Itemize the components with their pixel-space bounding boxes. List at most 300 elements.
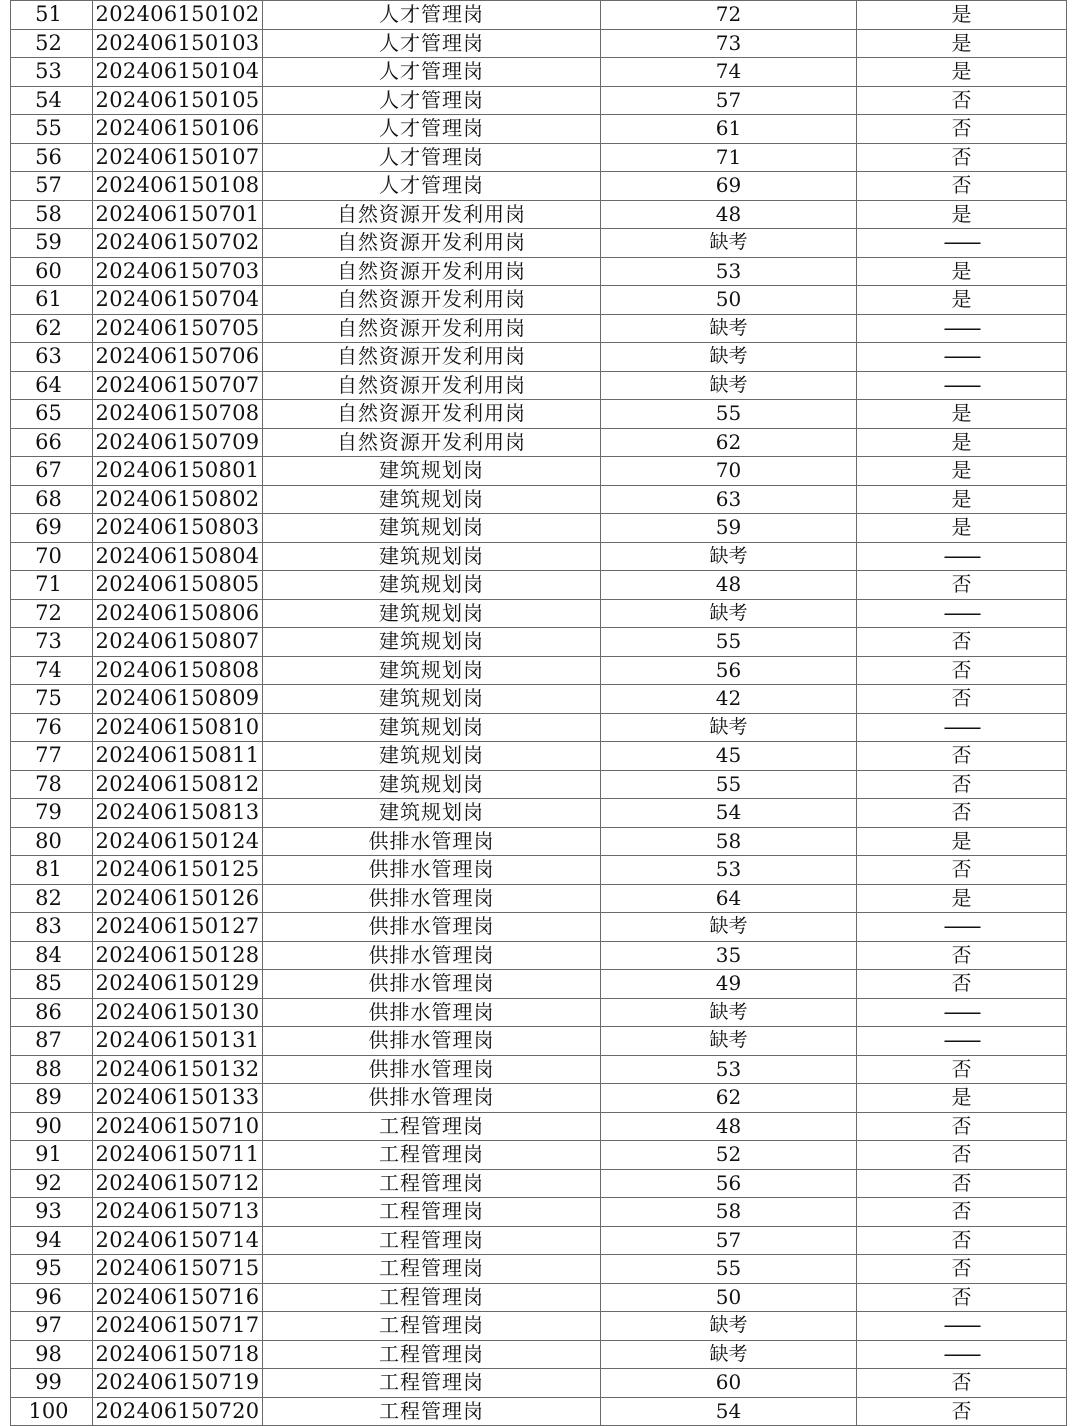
table-row: [11, 1340, 1067, 1369]
qualified-cell: 否: [857, 1169, 1067, 1198]
qualified-cell: 是: [857, 514, 1067, 543]
row-number-cell: 86: [11, 998, 93, 1027]
qualified-cell: 是: [857, 58, 1067, 87]
row-number-cell: 77: [11, 742, 93, 771]
table-row: [11, 58, 1067, 87]
candidate-id-cell: 202406150104: [93, 58, 263, 87]
row-number-cell: 91: [11, 1141, 93, 1170]
score-cell: 62: [601, 428, 857, 457]
candidate-id-cell: 202406150702: [93, 229, 263, 258]
table-row: [11, 1055, 1067, 1084]
qualified-cell: ——: [857, 314, 1067, 343]
row-number-cell: 78: [11, 770, 93, 799]
qualified-cell: ——: [857, 599, 1067, 628]
candidate-id-cell: 202406150810: [93, 713, 263, 742]
position-cell: 自然资源开发利用岗: [263, 314, 601, 343]
qualified-cell: 是: [857, 428, 1067, 457]
table-row: [11, 856, 1067, 885]
candidate-id-cell: 202406150714: [93, 1226, 263, 1255]
table-row: [11, 913, 1067, 942]
qualified-cell: ——: [857, 913, 1067, 942]
candidate-id-cell: 202406150130: [93, 998, 263, 1027]
row-number-cell: 52: [11, 29, 93, 58]
candidate-id-cell: 202406150124: [93, 827, 263, 856]
table-row: [11, 770, 1067, 799]
qualified-cell: 否: [857, 1055, 1067, 1084]
candidate-id-cell: 202406150716: [93, 1283, 263, 1312]
candidate-id-cell: 202406150106: [93, 115, 263, 144]
table-row: [11, 713, 1067, 742]
candidate-id-cell: 202406150813: [93, 799, 263, 828]
qualified-cell: 否: [857, 941, 1067, 970]
position-cell: 工程管理岗: [263, 1340, 601, 1369]
score-cell: 缺考: [601, 229, 857, 258]
row-number-cell: 82: [11, 884, 93, 913]
score-cell: 69: [601, 172, 857, 201]
table-row: [11, 970, 1067, 999]
score-cell: 54: [601, 1397, 857, 1426]
position-cell: 建筑规划岗: [263, 571, 601, 600]
candidate-id-cell: 202406150707: [93, 371, 263, 400]
candidate-id-cell: 202406150126: [93, 884, 263, 913]
qualified-cell: 否: [857, 656, 1067, 685]
row-number-cell: 71: [11, 571, 93, 600]
candidate-id-cell: 202406150809: [93, 685, 263, 714]
row-number-cell: 53: [11, 58, 93, 87]
table-row: [11, 1, 1067, 30]
position-cell: 供排水管理岗: [263, 1027, 601, 1056]
table-row: [11, 827, 1067, 856]
score-cell: 63: [601, 485, 857, 514]
candidate-id-cell: 202406150806: [93, 599, 263, 628]
candidate-id-cell: 202406150128: [93, 941, 263, 970]
row-number-cell: 60: [11, 257, 93, 286]
position-cell: 人才管理岗: [263, 1, 601, 30]
position-cell: 自然资源开发利用岗: [263, 343, 601, 372]
qualified-cell: 否: [857, 1397, 1067, 1426]
score-cell: 53: [601, 1055, 857, 1084]
row-number-cell: 55: [11, 115, 93, 144]
candidate-id-cell: 202406150715: [93, 1255, 263, 1284]
score-cell: 42: [601, 685, 857, 714]
candidate-id-cell: 202406150125: [93, 856, 263, 885]
table-row: [11, 286, 1067, 315]
score-cell: 58: [601, 827, 857, 856]
row-number-cell: 65: [11, 400, 93, 429]
qualified-cell: 是: [857, 286, 1067, 315]
score-cell: 缺考: [601, 371, 857, 400]
table-row: [11, 1255, 1067, 1284]
score-cell: 缺考: [601, 314, 857, 343]
score-cell: 50: [601, 286, 857, 315]
table-row: [11, 400, 1067, 429]
score-cell: 缺考: [601, 1312, 857, 1341]
position-cell: 供排水管理岗: [263, 1084, 601, 1113]
score-cell: 48: [601, 1112, 857, 1141]
row-number-cell: 98: [11, 1340, 93, 1369]
qualified-cell: 否: [857, 1141, 1067, 1170]
score-cell: 35: [601, 941, 857, 970]
row-number-cell: 51: [11, 1, 93, 30]
position-cell: 建筑规划岗: [263, 485, 601, 514]
qualified-cell: 是: [857, 1, 1067, 30]
row-number-cell: 74: [11, 656, 93, 685]
qualified-cell: 否: [857, 1198, 1067, 1227]
table-row: [11, 941, 1067, 970]
row-number-cell: 61: [11, 286, 93, 315]
candidate-id-cell: 202406150131: [93, 1027, 263, 1056]
position-cell: 人才管理岗: [263, 143, 601, 172]
qualified-cell: 是: [857, 257, 1067, 286]
qualified-cell: 否: [857, 799, 1067, 828]
candidate-id-cell: 202406150133: [93, 1084, 263, 1113]
qualified-cell: 否: [857, 1283, 1067, 1312]
row-number-cell: 59: [11, 229, 93, 258]
row-number-cell: 57: [11, 172, 93, 201]
score-cell: 缺考: [601, 913, 857, 942]
table-row: [11, 143, 1067, 172]
candidate-id-cell: 202406150704: [93, 286, 263, 315]
score-cell: 缺考: [601, 599, 857, 628]
position-cell: 工程管理岗: [263, 1169, 601, 1198]
row-number-cell: 76: [11, 713, 93, 742]
position-cell: 工程管理岗: [263, 1141, 601, 1170]
candidate-id-cell: 202406150807: [93, 628, 263, 657]
row-number-cell: 64: [11, 371, 93, 400]
row-number-cell: 99: [11, 1369, 93, 1398]
candidate-id-cell: 202406150713: [93, 1198, 263, 1227]
score-cell: 缺考: [601, 1340, 857, 1369]
candidate-id-cell: 202406150708: [93, 400, 263, 429]
table-row: [11, 571, 1067, 600]
table-row: [11, 1084, 1067, 1113]
qualified-cell: 否: [857, 1226, 1067, 1255]
score-cell: 70: [601, 457, 857, 486]
position-cell: 建筑规划岗: [263, 457, 601, 486]
row-number-cell: 72: [11, 599, 93, 628]
qualified-cell: ——: [857, 998, 1067, 1027]
qualified-cell: ——: [857, 343, 1067, 372]
position-cell: 供排水管理岗: [263, 884, 601, 913]
candidate-id-cell: 202406150705: [93, 314, 263, 343]
score-cell: 53: [601, 257, 857, 286]
score-cell: 71: [601, 143, 857, 172]
table-row: [11, 428, 1067, 457]
candidate-id-cell: 202406150804: [93, 542, 263, 571]
row-number-cell: 56: [11, 143, 93, 172]
qualified-cell: 否: [857, 1369, 1067, 1398]
score-cell: 55: [601, 770, 857, 799]
candidate-id-cell: 202406150717: [93, 1312, 263, 1341]
score-cell: 57: [601, 1226, 857, 1255]
position-cell: 建筑规划岗: [263, 713, 601, 742]
score-cell: 缺考: [601, 542, 857, 571]
row-number-cell: 73: [11, 628, 93, 657]
row-number-cell: 69: [11, 514, 93, 543]
candidate-id-cell: 202406150709: [93, 428, 263, 457]
position-cell: 建筑规划岗: [263, 770, 601, 799]
table-row: [11, 1369, 1067, 1398]
qualified-cell: 是: [857, 29, 1067, 58]
candidate-id-cell: 202406150102: [93, 1, 263, 30]
score-cell: 缺考: [601, 1027, 857, 1056]
qualified-cell: ——: [857, 229, 1067, 258]
row-number-cell: 95: [11, 1255, 93, 1284]
table-row: [11, 1312, 1067, 1341]
position-cell: 工程管理岗: [263, 1255, 601, 1284]
score-cell: 55: [601, 1255, 857, 1284]
qualified-cell: 否: [857, 115, 1067, 144]
row-number-cell: 58: [11, 200, 93, 229]
table-row: [11, 314, 1067, 343]
position-cell: 建筑规划岗: [263, 799, 601, 828]
qualified-cell: 否: [857, 685, 1067, 714]
qualified-cell: 是: [857, 884, 1067, 913]
score-cell: 缺考: [601, 713, 857, 742]
position-cell: 建筑规划岗: [263, 685, 601, 714]
table-row: [11, 1112, 1067, 1141]
score-cell: 60: [601, 1369, 857, 1398]
row-number-cell: 88: [11, 1055, 93, 1084]
table-row: [11, 514, 1067, 543]
candidate-id-cell: 202406150129: [93, 970, 263, 999]
row-number-cell: 62: [11, 314, 93, 343]
score-cell: 56: [601, 656, 857, 685]
qualified-cell: 否: [857, 628, 1067, 657]
candidate-id-cell: 202406150710: [93, 1112, 263, 1141]
position-cell: 人才管理岗: [263, 86, 601, 115]
row-number-cell: 100: [11, 1397, 93, 1426]
qualified-cell: 否: [857, 770, 1067, 799]
qualified-cell: 否: [857, 172, 1067, 201]
candidate-id-cell: 202406150711: [93, 1141, 263, 1170]
table-row: [11, 599, 1067, 628]
qualified-cell: 是: [857, 1084, 1067, 1113]
qualified-cell: ——: [857, 1340, 1067, 1369]
position-cell: 工程管理岗: [263, 1397, 601, 1426]
table-row: [11, 998, 1067, 1027]
table-row: [11, 1397, 1067, 1426]
candidate-id-cell: 202406150712: [93, 1169, 263, 1198]
score-cell: 56: [601, 1169, 857, 1198]
score-cell: 59: [601, 514, 857, 543]
score-cell: 48: [601, 200, 857, 229]
row-number-cell: 63: [11, 343, 93, 372]
table-row: [11, 1169, 1067, 1198]
table-row: [11, 1141, 1067, 1170]
position-cell: 工程管理岗: [263, 1312, 601, 1341]
qualified-cell: 否: [857, 571, 1067, 600]
position-cell: 工程管理岗: [263, 1112, 601, 1141]
table-row: [11, 799, 1067, 828]
row-number-cell: 81: [11, 856, 93, 885]
score-cell: 缺考: [601, 998, 857, 1027]
table-row: [11, 200, 1067, 229]
candidate-id-cell: 202406150706: [93, 343, 263, 372]
candidate-id-cell: 202406150701: [93, 200, 263, 229]
candidate-id-cell: 202406150805: [93, 571, 263, 600]
qualified-cell: ——: [857, 1312, 1067, 1341]
row-number-cell: 93: [11, 1198, 93, 1227]
score-cell: 45: [601, 742, 857, 771]
candidate-id-cell: 202406150132: [93, 1055, 263, 1084]
row-number-cell: 70: [11, 542, 93, 571]
table-row: [11, 685, 1067, 714]
candidate-id-cell: 202406150803: [93, 514, 263, 543]
candidate-id-cell: 202406150811: [93, 742, 263, 771]
position-cell: 自然资源开发利用岗: [263, 428, 601, 457]
table-row: [11, 742, 1067, 771]
score-cell: 54: [601, 799, 857, 828]
candidate-id-cell: 202406150718: [93, 1340, 263, 1369]
qualified-cell: ——: [857, 542, 1067, 571]
qualified-cell: 否: [857, 1112, 1067, 1141]
candidate-id-cell: 202406150108: [93, 172, 263, 201]
table-row: [11, 257, 1067, 286]
table-row: [11, 1198, 1067, 1227]
candidate-id-cell: 202406150105: [93, 86, 263, 115]
table-row: [11, 542, 1067, 571]
position-cell: 建筑规划岗: [263, 742, 601, 771]
table-row: [11, 1226, 1067, 1255]
score-cell: 74: [601, 58, 857, 87]
row-number-cell: 67: [11, 457, 93, 486]
table-row: [11, 343, 1067, 372]
qualified-cell: 是: [857, 457, 1067, 486]
position-cell: 自然资源开发利用岗: [263, 286, 601, 315]
score-cell: 55: [601, 400, 857, 429]
score-cell: 52: [601, 1141, 857, 1170]
position-cell: 自然资源开发利用岗: [263, 400, 601, 429]
score-cell: 53: [601, 856, 857, 885]
candidate-id-cell: 202406150808: [93, 656, 263, 685]
row-number-cell: 68: [11, 485, 93, 514]
row-number-cell: 96: [11, 1283, 93, 1312]
qualified-cell: 是: [857, 200, 1067, 229]
candidate-id-cell: 202406150801: [93, 457, 263, 486]
table-row: [11, 485, 1067, 514]
qualified-cell: ——: [857, 371, 1067, 400]
score-cell: 49: [601, 970, 857, 999]
score-cell: 72: [601, 1, 857, 30]
position-cell: 自然资源开发利用岗: [263, 371, 601, 400]
position-cell: 建筑规划岗: [263, 542, 601, 571]
qualified-cell: ——: [857, 713, 1067, 742]
row-number-cell: 66: [11, 428, 93, 457]
position-cell: 工程管理岗: [263, 1369, 601, 1398]
row-number-cell: 97: [11, 1312, 93, 1341]
table-row: [11, 884, 1067, 913]
score-cell: 64: [601, 884, 857, 913]
score-cell: 73: [601, 29, 857, 58]
position-cell: 建筑规划岗: [263, 599, 601, 628]
row-number-cell: 84: [11, 941, 93, 970]
qualified-cell: 否: [857, 143, 1067, 172]
position-cell: 工程管理岗: [263, 1198, 601, 1227]
candidate-id-cell: 202406150703: [93, 257, 263, 286]
position-cell: 建筑规划岗: [263, 656, 601, 685]
score-cell: 48: [601, 571, 857, 600]
table-row: [11, 1027, 1067, 1056]
position-cell: 供排水管理岗: [263, 913, 601, 942]
qualified-cell: 否: [857, 86, 1067, 115]
qualified-cell: 否: [857, 970, 1067, 999]
position-cell: 自然资源开发利用岗: [263, 229, 601, 258]
row-number-cell: 83: [11, 913, 93, 942]
row-number-cell: 92: [11, 1169, 93, 1198]
row-number-cell: 75: [11, 685, 93, 714]
position-cell: 建筑规划岗: [263, 628, 601, 657]
score-cell: 58: [601, 1198, 857, 1227]
position-cell: 建筑规划岗: [263, 514, 601, 543]
candidate-id-cell: 202406150719: [93, 1369, 263, 1398]
candidate-id-cell: 202406150103: [93, 29, 263, 58]
candidate-id-cell: 202406150812: [93, 770, 263, 799]
candidate-id-cell: 202406150127: [93, 913, 263, 942]
table-row: [11, 628, 1067, 657]
position-cell: 人才管理岗: [263, 172, 601, 201]
table-row: [11, 457, 1067, 486]
position-cell: 供排水管理岗: [263, 998, 601, 1027]
qualified-cell: ——: [857, 1027, 1067, 1056]
candidate-id-cell: 202406150802: [93, 485, 263, 514]
row-number-cell: 85: [11, 970, 93, 999]
position-cell: 供排水管理岗: [263, 1055, 601, 1084]
score-cell: 61: [601, 115, 857, 144]
row-number-cell: 94: [11, 1226, 93, 1255]
table-row: [11, 229, 1067, 258]
qualified-cell: 否: [857, 856, 1067, 885]
results-sheet: [10, 0, 1066, 1426]
position-cell: 工程管理岗: [263, 1226, 601, 1255]
position-cell: 自然资源开发利用岗: [263, 257, 601, 286]
row-number-cell: 79: [11, 799, 93, 828]
row-number-cell: 89: [11, 1084, 93, 1113]
position-cell: 人才管理岗: [263, 58, 601, 87]
position-cell: 供排水管理岗: [263, 827, 601, 856]
row-number-cell: 80: [11, 827, 93, 856]
table-row: [11, 656, 1067, 685]
row-number-cell: 90: [11, 1112, 93, 1141]
score-cell: 缺考: [601, 343, 857, 372]
score-cell: 57: [601, 86, 857, 115]
candidate-id-cell: 202406150720: [93, 1397, 263, 1426]
table-row: [11, 29, 1067, 58]
table-body: [11, 1, 1067, 1426]
qualified-cell: 否: [857, 742, 1067, 771]
qualified-cell: 否: [857, 1255, 1067, 1284]
position-cell: 供排水管理岗: [263, 941, 601, 970]
table-row: [11, 115, 1067, 144]
position-cell: 人才管理岗: [263, 29, 601, 58]
score-cell: 55: [601, 628, 857, 657]
position-cell: 自然资源开发利用岗: [263, 200, 601, 229]
exam-results-table: [10, 0, 1067, 1426]
position-cell: 供排水管理岗: [263, 856, 601, 885]
position-cell: 工程管理岗: [263, 1283, 601, 1312]
qualified-cell: 是: [857, 485, 1067, 514]
table-row: [11, 1283, 1067, 1312]
table-row: [11, 86, 1067, 115]
score-cell: 50: [601, 1283, 857, 1312]
row-number-cell: 87: [11, 1027, 93, 1056]
position-cell: 人才管理岗: [263, 115, 601, 144]
table-row: [11, 371, 1067, 400]
qualified-cell: 是: [857, 827, 1067, 856]
position-cell: 供排水管理岗: [263, 970, 601, 999]
table-row: [11, 172, 1067, 201]
score-cell: 62: [601, 1084, 857, 1113]
